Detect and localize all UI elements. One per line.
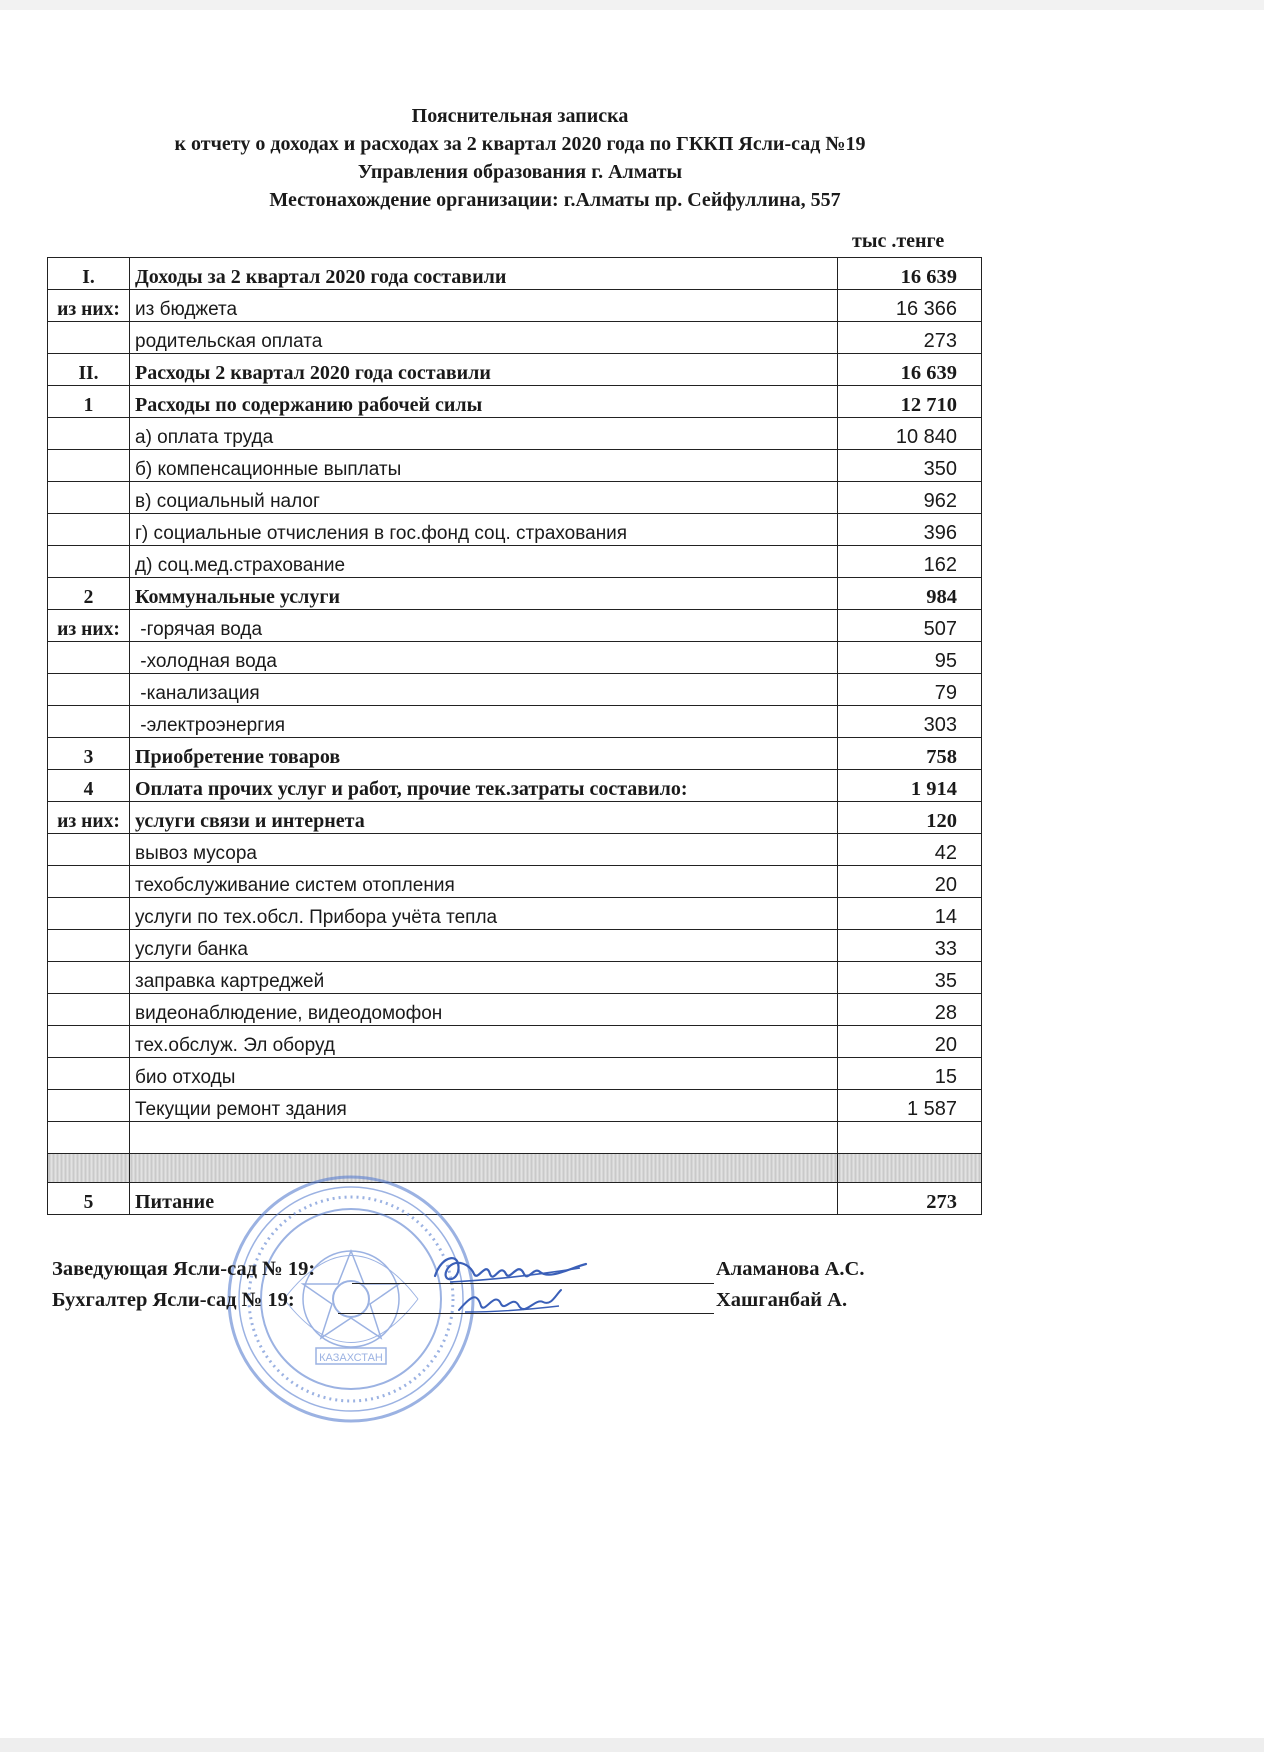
scan-edge <box>0 0 1264 10</box>
row-amount-cell: 79 <box>838 674 982 706</box>
currency-unit: тыс .тенге <box>852 230 945 252</box>
row-number-cell <box>48 706 130 738</box>
table-row <box>48 834 982 866</box>
table-row <box>48 1183 982 1215</box>
row-amount-cell <box>838 1154 982 1183</box>
row-description-cell: г) социальные отчисления в гос.фонд соц. страхования <box>130 514 838 546</box>
accountant-signature <box>455 1282 565 1318</box>
table-row <box>48 962 982 994</box>
row-number-cell: 2 <box>48 578 130 610</box>
row-number-cell <box>48 322 130 354</box>
row-description-cell: услуги по тех.обсл. Прибора учёта тепла <box>130 898 838 930</box>
row-description-cell: -электроэнергия <box>130 706 838 738</box>
row-description-cell: в) социальный налог <box>130 482 838 514</box>
row-number-cell <box>48 642 130 674</box>
row-number-cell <box>48 1058 130 1090</box>
row-description-cell: видеонаблюдение, видеодомофон <box>130 994 838 1026</box>
row-number-cell <box>48 962 130 994</box>
row-number-cell <box>48 418 130 450</box>
report-table-body <box>48 258 982 1215</box>
row-description-cell: б) компенсационные выплаты <box>130 450 838 482</box>
table-row <box>48 514 982 546</box>
row-amount-cell: 16 639 <box>838 258 982 290</box>
row-description-cell: родительская оплата <box>130 322 838 354</box>
row-amount-cell: 1 587 <box>838 1090 982 1122</box>
stamp-label: КАЗАХСТАН <box>319 1352 383 1364</box>
row-amount-cell: 1 914 <box>838 770 982 802</box>
row-number-cell <box>48 1154 130 1183</box>
table-row <box>48 706 982 738</box>
row-description-cell: а) оплата труда <box>130 418 838 450</box>
row-amount-cell: 162 <box>838 546 982 578</box>
row-amount-cell: 16 639 <box>838 354 982 386</box>
row-number-cell: 3 <box>48 738 130 770</box>
row-number-cell: из них: <box>48 802 130 834</box>
row-description-cell: Текущии ремонт здания <box>130 1090 838 1122</box>
row-amount-cell: 95 <box>838 642 982 674</box>
row-number-cell: 5 <box>48 1183 130 1215</box>
table-row <box>48 578 982 610</box>
row-amount-cell: 507 <box>838 610 982 642</box>
table-row <box>48 642 982 674</box>
row-description-cell: заправка картреджей <box>130 962 838 994</box>
row-amount-cell: 758 <box>838 738 982 770</box>
row-number-cell <box>48 450 130 482</box>
row-number-cell <box>48 1122 130 1154</box>
row-description-cell: -горячая вода <box>130 610 838 642</box>
row-amount-cell: 14 <box>838 898 982 930</box>
row-description-cell: Питание <box>130 1183 838 1215</box>
row-number-cell <box>48 866 130 898</box>
row-description-cell: услуги банка <box>130 930 838 962</box>
row-number-cell: II. <box>48 354 130 386</box>
row-amount-cell: 42 <box>838 834 982 866</box>
row-description-cell: -канализация <box>130 674 838 706</box>
row-description-cell: Приобретение товаров <box>130 738 838 770</box>
row-description-cell: Оплата прочих услуг и работ, прочие тек.затраты составило: <box>130 770 838 802</box>
row-description-cell: -холодная вода <box>130 642 838 674</box>
table-row <box>48 994 982 1026</box>
organization-location: Местонахождение организации: г.Алматы пр. Сейфуллина, 557 <box>269 189 841 211</box>
row-number-cell <box>48 898 130 930</box>
row-amount-cell: 984 <box>838 578 982 610</box>
table-row <box>48 738 982 770</box>
row-number-cell <box>48 994 130 1026</box>
table-row <box>48 418 982 450</box>
row-amount-cell <box>838 1122 982 1154</box>
row-description-cell: д) соц.мед.страхование <box>130 546 838 578</box>
table-row <box>48 674 982 706</box>
report-table <box>47 257 982 1215</box>
row-number-cell <box>48 1026 130 1058</box>
document-header <box>0 102 1040 214</box>
row-number-cell: I. <box>48 258 130 290</box>
table-row <box>48 258 982 290</box>
row-amount-cell: 396 <box>838 514 982 546</box>
row-amount-cell: 15 <box>838 1058 982 1090</box>
document-subtitle: к отчету о доходах и расходах за 2 квартал 2020 года по ГККП Ясли-сад №19 <box>174 133 866 155</box>
row-amount-cell: 33 <box>838 930 982 962</box>
row-number-cell <box>48 514 130 546</box>
table-row <box>48 1058 982 1090</box>
accountant-label: Бухгалтер Ясли-сад № 19: <box>52 1289 295 1311</box>
row-number-cell <box>48 1090 130 1122</box>
row-amount-cell: 10 840 <box>838 418 982 450</box>
organization-name: Управления образования г. Алматы <box>357 161 683 183</box>
table-row <box>48 290 982 322</box>
row-description-cell: вывоз мусора <box>130 834 838 866</box>
row-amount-cell: 28 <box>838 994 982 1026</box>
director-label: Заведующая Ясли-сад № 19: <box>52 1258 316 1280</box>
row-number-cell: из них: <box>48 610 130 642</box>
row-description-cell: из бюджета <box>130 290 838 322</box>
table-row <box>48 386 982 418</box>
row-amount-cell: 20 <box>838 866 982 898</box>
scan-bottom-edge <box>0 1738 1264 1752</box>
table-row <box>48 898 982 930</box>
row-amount-cell: 273 <box>838 1183 982 1215</box>
row-amount-cell: 273 <box>838 322 982 354</box>
table-row <box>48 1090 982 1122</box>
row-number-cell <box>48 930 130 962</box>
row-number-cell <box>48 834 130 866</box>
table-row <box>48 546 982 578</box>
row-amount-cell: 20 <box>838 1026 982 1058</box>
table-row <box>48 482 982 514</box>
table-row <box>48 1154 982 1183</box>
row-amount-cell: 350 <box>838 450 982 482</box>
table-row <box>48 770 982 802</box>
table-row <box>48 354 982 386</box>
table-row <box>48 322 982 354</box>
row-description-cell: Расходы 2 квартал 2020 года составили <box>130 354 838 386</box>
document-title: Пояснительная записка <box>411 105 629 127</box>
row-number-cell: 4 <box>48 770 130 802</box>
row-description-cell <box>130 1122 838 1154</box>
director-name: Аламанова А.С. <box>716 1258 865 1280</box>
row-description-cell: Расходы по содержанию рабочей силы <box>130 386 838 418</box>
accountant-name: Хашганбай А. <box>716 1289 848 1311</box>
row-description-cell: Коммунальные услуги <box>130 578 838 610</box>
row-number-cell <box>48 482 130 514</box>
table-row <box>48 930 982 962</box>
table-row <box>48 1026 982 1058</box>
row-description-cell: техобслуживание систем отопления <box>130 866 838 898</box>
row-number-cell: из них: <box>48 290 130 322</box>
row-amount-cell: 12 710 <box>838 386 982 418</box>
row-description-cell: услуги связи и интернета <box>130 802 838 834</box>
row-description-cell: Доходы за 2 квартал 2020 года составили <box>130 258 838 290</box>
row-amount-cell: 35 <box>838 962 982 994</box>
table-row <box>48 1122 982 1154</box>
table-row <box>48 866 982 898</box>
table-row <box>48 802 982 834</box>
row-description-cell: био отходы <box>130 1058 838 1090</box>
row-number-cell <box>48 546 130 578</box>
table-row <box>48 610 982 642</box>
row-amount-cell: 16 366 <box>838 290 982 322</box>
table-row <box>48 450 982 482</box>
row-amount-cell: 303 <box>838 706 982 738</box>
row-amount-cell: 962 <box>838 482 982 514</box>
row-amount-cell: 120 <box>838 802 982 834</box>
row-description-cell: тех.обслуж. Эл оборуд <box>130 1026 838 1058</box>
row-number-cell: 1 <box>48 386 130 418</box>
row-number-cell <box>48 674 130 706</box>
